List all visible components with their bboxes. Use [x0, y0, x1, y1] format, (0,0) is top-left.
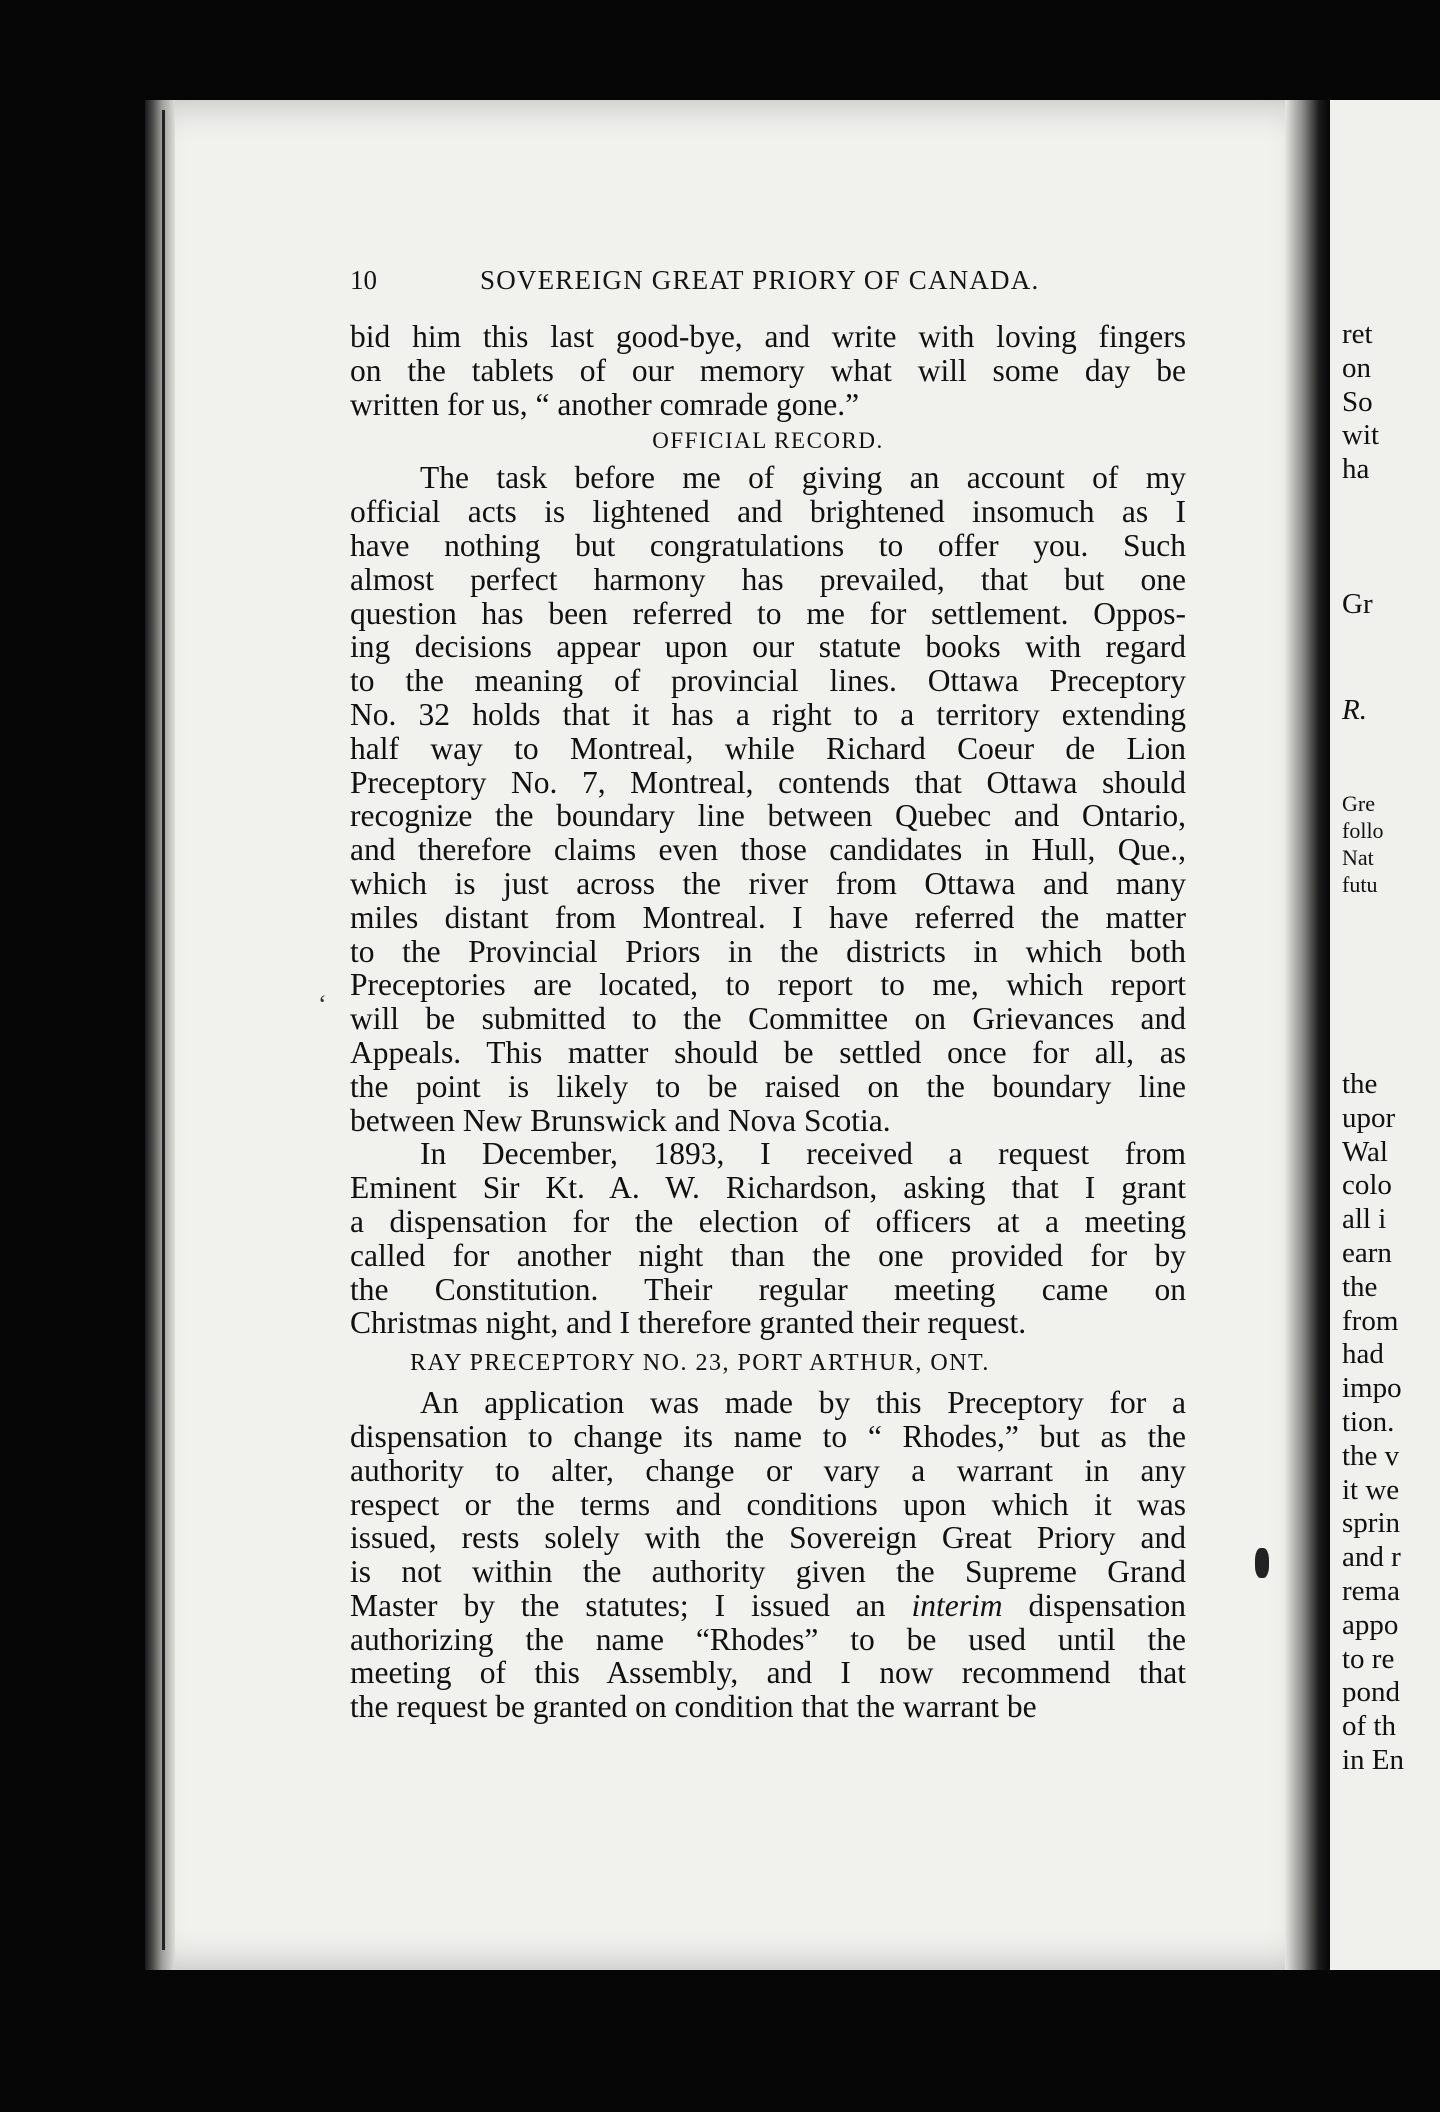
right-page-fragment: appo	[1342, 1608, 1399, 1641]
text-line: authorizing the name “Rhodes” to be used until the	[350, 1621, 1186, 1657]
right-page-fragment: Wal	[1342, 1135, 1388, 1168]
right-page-fragment: the	[1342, 1068, 1378, 1100]
binding-edge	[145, 100, 175, 1970]
text-line: official acts is lightened and brightened insomuch as I	[350, 494, 1186, 530]
right-page-fragment: all i	[1342, 1203, 1387, 1236]
text-line: which is just across the river from Ottawa and many	[350, 865, 1186, 901]
text-line: bid him this last good-bye, and write with loving fingers	[350, 319, 1186, 354]
right-page-fragment: impo	[1342, 1372, 1402, 1405]
text-line: to the meaning of provincial lines. Ottawa Preceptory	[350, 663, 1186, 699]
right-page-fragment: the v	[1342, 1439, 1400, 1472]
margin-mark: ‘	[318, 990, 327, 1019]
right-page-fragment: and r	[1342, 1541, 1401, 1574]
running-title: SOVEREIGN GREAT PRIORY OF CANADA.	[480, 265, 1040, 295]
text-line: dispensation to change its name to “ Rhodes,” but as the	[350, 1418, 1186, 1454]
text-line: Master by the statutes; I issued an interim dispensation	[350, 1587, 1186, 1623]
text-line: a dispensation for the election of officers at a meeting	[350, 1203, 1186, 1239]
text-line: authority to alter, change or vary a warrant in any	[350, 1452, 1186, 1488]
right-page-fragment: R.	[1342, 693, 1367, 726]
text-line: Preceptory No. 7, Montreal, contends that Ottawa should	[350, 764, 1186, 800]
text-line: the request be granted on condition that the warrant be	[350, 1689, 1037, 1725]
text-line: An application was made by this Preceptory for a	[420, 1385, 1186, 1421]
right-page-fragment: rema	[1342, 1574, 1400, 1607]
right-page-fragment: wit	[1342, 419, 1380, 452]
right-page-fragment: had	[1342, 1338, 1384, 1371]
right-page	[1330, 100, 1440, 1970]
right-page-fragment: tion.	[1342, 1405, 1395, 1438]
text-line: written for us, “ another comrade gone.”	[350, 386, 860, 422]
right-page-fragment: colo	[1342, 1169, 1392, 1202]
text-line: and therefore claims even those candidates in Hull, Que.,	[350, 832, 1186, 868]
text-line: respect or the terms and conditions upon which it was	[350, 1486, 1186, 1522]
page-gutter	[1285, 100, 1330, 1970]
right-page-fragment: ha	[1342, 453, 1370, 486]
paragraph-dispensation	[350, 1137, 1186, 1340]
right-page-fragment: to re	[1342, 1642, 1395, 1675]
text-line: question has been referred to me for settlement. Oppos-	[350, 595, 1186, 631]
text-line: recognize the boundary line between Quebec and Ontario,	[350, 798, 1186, 834]
text-line: is not within the authority given the Supreme Grand	[350, 1554, 1186, 1590]
text-line: issued, rests solely with the Sovereign Great Priory and	[350, 1520, 1186, 1556]
page-header	[350, 265, 1190, 305]
paragraph-farewell	[350, 320, 1186, 421]
right-page-fragment: So	[1342, 385, 1373, 418]
text-line: meeting of this Assembly, and I now recommend that	[350, 1655, 1186, 1691]
right-page-fragment: Nat	[1342, 845, 1374, 870]
right-page-fragment: of th	[1342, 1710, 1396, 1743]
text-line: Christmas night, and I therefore granted their request.	[350, 1305, 1027, 1341]
page-number: 10	[350, 265, 377, 295]
ink-blot	[1255, 1548, 1269, 1578]
right-page-fragment: Gr	[1342, 588, 1373, 620]
paragraph-ray-preceptory	[350, 1386, 1186, 1724]
right-page-fragment: pond	[1342, 1676, 1400, 1709]
text-line: between New Brunswick and Nova Scotia.	[350, 1102, 891, 1138]
text-line: have nothing but congratulations to offer you. Such	[350, 527, 1186, 563]
right-page-fragment: earn	[1342, 1236, 1392, 1269]
right-page-fragment: Gre	[1342, 791, 1375, 816]
heading-official-record: OFFICIAL RECORD.	[652, 428, 884, 454]
paragraph-official-record	[350, 461, 1186, 1137]
binding-line	[162, 110, 165, 1950]
right-page-fragment: upor	[1342, 1101, 1396, 1134]
right-page-fragment: on	[1342, 351, 1371, 384]
text-line: ing decisions appear upon our statute books with regard	[350, 629, 1186, 665]
right-page-small-fragments	[1342, 790, 1440, 898]
right-page-fragment: it we	[1342, 1473, 1400, 1506]
right-page-fragment: futu	[1342, 872, 1378, 897]
right-page-top-fragments	[1342, 318, 1440, 487]
right-page-fragment: from	[1342, 1304, 1399, 1337]
text-line: almost perfect harmony has prevailed, that but one	[350, 561, 1186, 597]
right-page-fragment: the	[1342, 1270, 1378, 1303]
text-line: Preceptories are located, to report to me, which report	[350, 967, 1186, 1003]
text-line: called for another night than the one provided for by	[350, 1237, 1186, 1273]
text-line: the point is likely to be raised on the boundary line	[350, 1068, 1186, 1104]
right-page-fragment: follo	[1342, 818, 1384, 843]
text-line: on the tablets of our memory what will some day be	[350, 352, 1186, 388]
right-page-fragment: in En	[1342, 1743, 1405, 1776]
text-line: Appeals. This matter should be settled once for all, as	[350, 1034, 1186, 1070]
heading-ray-preceptory: RAY PRECEPTORY NO. 23, PORT ARTHUR, ONT.	[410, 1350, 990, 1377]
right-page-bottom-fragments	[1342, 1068, 1440, 1778]
text-line: will be submitted to the Committee on Grievances and	[350, 1001, 1186, 1037]
right-page-fragment: ret	[1342, 318, 1373, 350]
text-line: miles distant from Montreal. I have referred the matter	[350, 899, 1186, 935]
text-line: In December, 1893, I received a request from	[420, 1136, 1186, 1172]
text-line: The task before me of giving an account of my	[420, 460, 1186, 496]
text-line: to the Provincial Priors in the districts in which both	[350, 933, 1186, 969]
right-page-fragment: sprin	[1342, 1507, 1400, 1540]
right-page-mid-fragments	[1342, 588, 1440, 728]
text-line: the Constitution. Their regular meeting came on	[350, 1271, 1186, 1307]
text-line: Eminent Sir Kt. A. W. Richardson, asking that I grant	[350, 1170, 1186, 1206]
body-text	[350, 320, 1186, 1724]
text-line: half way to Montreal, while Richard Coeur de Lion	[350, 730, 1186, 766]
text-line: No. 32 holds that it has a right to a territory extending	[350, 696, 1186, 732]
